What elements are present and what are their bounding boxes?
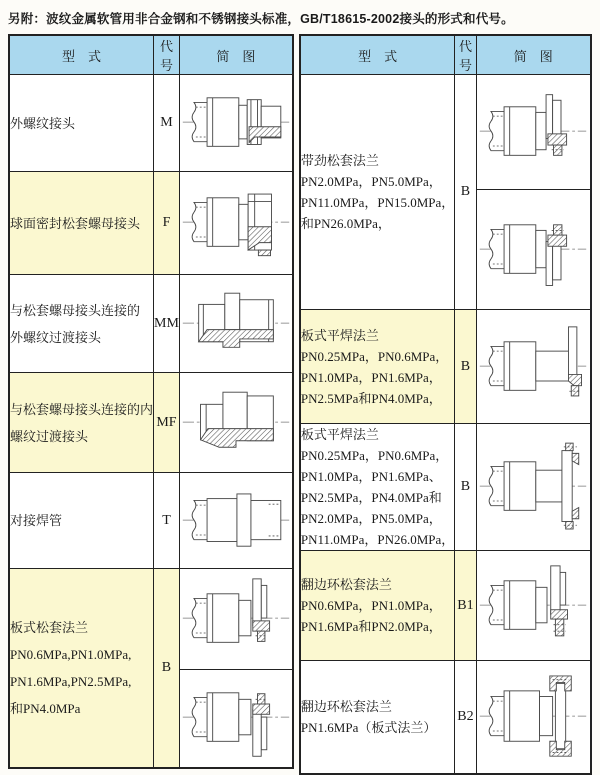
type-line: PN11.0MPa，PN26.0MPa，	[300, 532, 455, 547]
page-title: 另附：波纹金属软管用非合金钢和不锈钢接头标准，GB/T18615-2002接头的形式和代号。	[8, 12, 514, 26]
code-cell: B2	[455, 661, 476, 774]
diagram-cell	[179, 373, 293, 473]
fitting-table-right	[299, 34, 592, 775]
code-cell: T	[154, 473, 180, 569]
diagram-cell	[179, 172, 293, 275]
type-cell	[9, 473, 154, 569]
diagram-cell	[179, 569, 293, 670]
type-line: PN0.25MPa，PN0.6MPa，	[300, 348, 449, 364]
diagram-cell	[179, 670, 293, 768]
type-line: PN2.0MPa，PN5.0MPa，	[300, 511, 442, 526]
type-cell	[9, 275, 154, 373]
type-line: 外螺纹接头	[10, 115, 76, 131]
plate-flange-down-diagram	[180, 673, 292, 763]
type-line: PN2.5MPa，PN4.0MPa和	[300, 490, 442, 505]
type-cell	[300, 551, 455, 661]
table-row	[9, 473, 293, 569]
table-row	[300, 75, 591, 190]
type-line: 与松套螺母接头连接的	[10, 302, 141, 318]
type-line: 球面密封松套螺母接头	[10, 215, 141, 231]
diagram-cell	[476, 424, 591, 551]
diagram-cell	[476, 75, 591, 190]
swivel-nut-diagram	[180, 178, 292, 268]
type-line: PN11.0MPa，PN15.0MPa，	[300, 195, 455, 210]
code-cell: B	[154, 569, 180, 768]
type-line: 外螺纹过渡接头	[10, 329, 102, 345]
table-row	[9, 569, 293, 670]
table-row	[9, 373, 293, 473]
header-diagram: 简 图	[179, 35, 293, 75]
header-code: 代号	[154, 35, 180, 75]
type-line: PN1.6MPa和PN2.0MPa，	[300, 619, 442, 634]
type-line: 螺纹过渡接头	[10, 428, 89, 444]
male-thread-diagram	[180, 78, 292, 168]
male-male-adapter-diagram	[180, 279, 292, 369]
fitting-table-left	[8, 34, 294, 769]
diagram-cell	[476, 551, 591, 661]
butt-weld-diagram	[180, 476, 292, 566]
table-row	[300, 424, 591, 551]
type-line: 翻边环松套法兰	[300, 577, 392, 592]
code-cell: B	[455, 424, 476, 551]
weld-flange-diagram	[477, 322, 590, 412]
code-cell: MM	[154, 275, 180, 373]
type-line: PN1.6MPa,PN2.5MPa,	[10, 673, 132, 689]
type-cell	[300, 310, 455, 424]
diagram-cell	[179, 75, 293, 172]
header-type: 型 式	[300, 35, 455, 75]
type-line: PN1.0MPa，PN1.6MPa、	[300, 469, 442, 484]
collar-flange-diagram	[477, 672, 590, 762]
b1-flange-diagram	[477, 561, 590, 651]
header-type: 型 式	[9, 35, 154, 75]
table-row	[9, 275, 293, 373]
tables-container	[0, 34, 600, 775]
type-cell	[9, 373, 154, 473]
type-line: 板式平焊法兰	[300, 327, 379, 343]
type-line: 板式平焊法兰	[300, 427, 379, 442]
type-cell	[9, 75, 154, 172]
type-line: PN1.6MPa（板式法兰）	[300, 719, 437, 735]
type-line: 翻边环松套法兰	[300, 698, 392, 714]
type-line: 与松套螺母接头连接的内	[10, 401, 154, 417]
plate-flange-up-diagram	[180, 574, 292, 664]
weld-flange-sym-diagram	[477, 442, 590, 532]
code-cell: B	[455, 75, 476, 310]
diagram-cell	[476, 190, 591, 310]
type-line: 和PN26.0MPa，	[300, 216, 391, 231]
type-line: PN1.0MPa，PN1.6MPa，	[300, 369, 442, 385]
type-line: 带劲松套法兰	[300, 153, 379, 168]
male-female-adapter-diagram	[180, 378, 292, 468]
neck-flange-down-diagram	[477, 205, 590, 295]
diagram-cell	[476, 310, 591, 424]
type-line: 对接焊管	[10, 513, 63, 528]
header-code: 代号	[455, 35, 476, 75]
table-row	[9, 172, 293, 275]
type-line: PN0.6MPa，PN1.0MPa，	[300, 598, 442, 613]
type-line: 板式松套法兰	[10, 619, 89, 635]
table-row	[9, 75, 293, 172]
table-row	[300, 661, 591, 774]
neck-flange-up-diagram	[477, 87, 590, 177]
type-cell	[300, 661, 455, 774]
type-line: PN0.6MPa,PN1.0MPa,	[10, 646, 132, 662]
code-cell: F	[154, 172, 180, 275]
type-line: PN2.0MPa，PN5.0MPa，	[300, 174, 442, 189]
type-line: PN2.5MPa和PN4.0MPa，	[300, 390, 442, 406]
type-cell	[300, 424, 455, 551]
table-row	[300, 310, 591, 424]
code-cell: M	[154, 75, 180, 172]
diagram-cell	[179, 473, 293, 569]
type-line: 和PN4.0MPa	[10, 700, 81, 716]
table-row	[300, 551, 591, 661]
code-cell: MF	[154, 373, 180, 473]
type-cell	[300, 75, 455, 310]
diagram-cell	[179, 275, 293, 373]
code-cell: B	[455, 310, 476, 424]
diagram-cell	[476, 661, 591, 774]
code-cell: B1	[455, 551, 476, 661]
type-cell	[9, 569, 154, 768]
type-line: PN0.25MPa，PN0.6MPa，	[300, 448, 449, 463]
type-cell	[9, 172, 154, 275]
header-diagram: 简 图	[476, 35, 591, 75]
